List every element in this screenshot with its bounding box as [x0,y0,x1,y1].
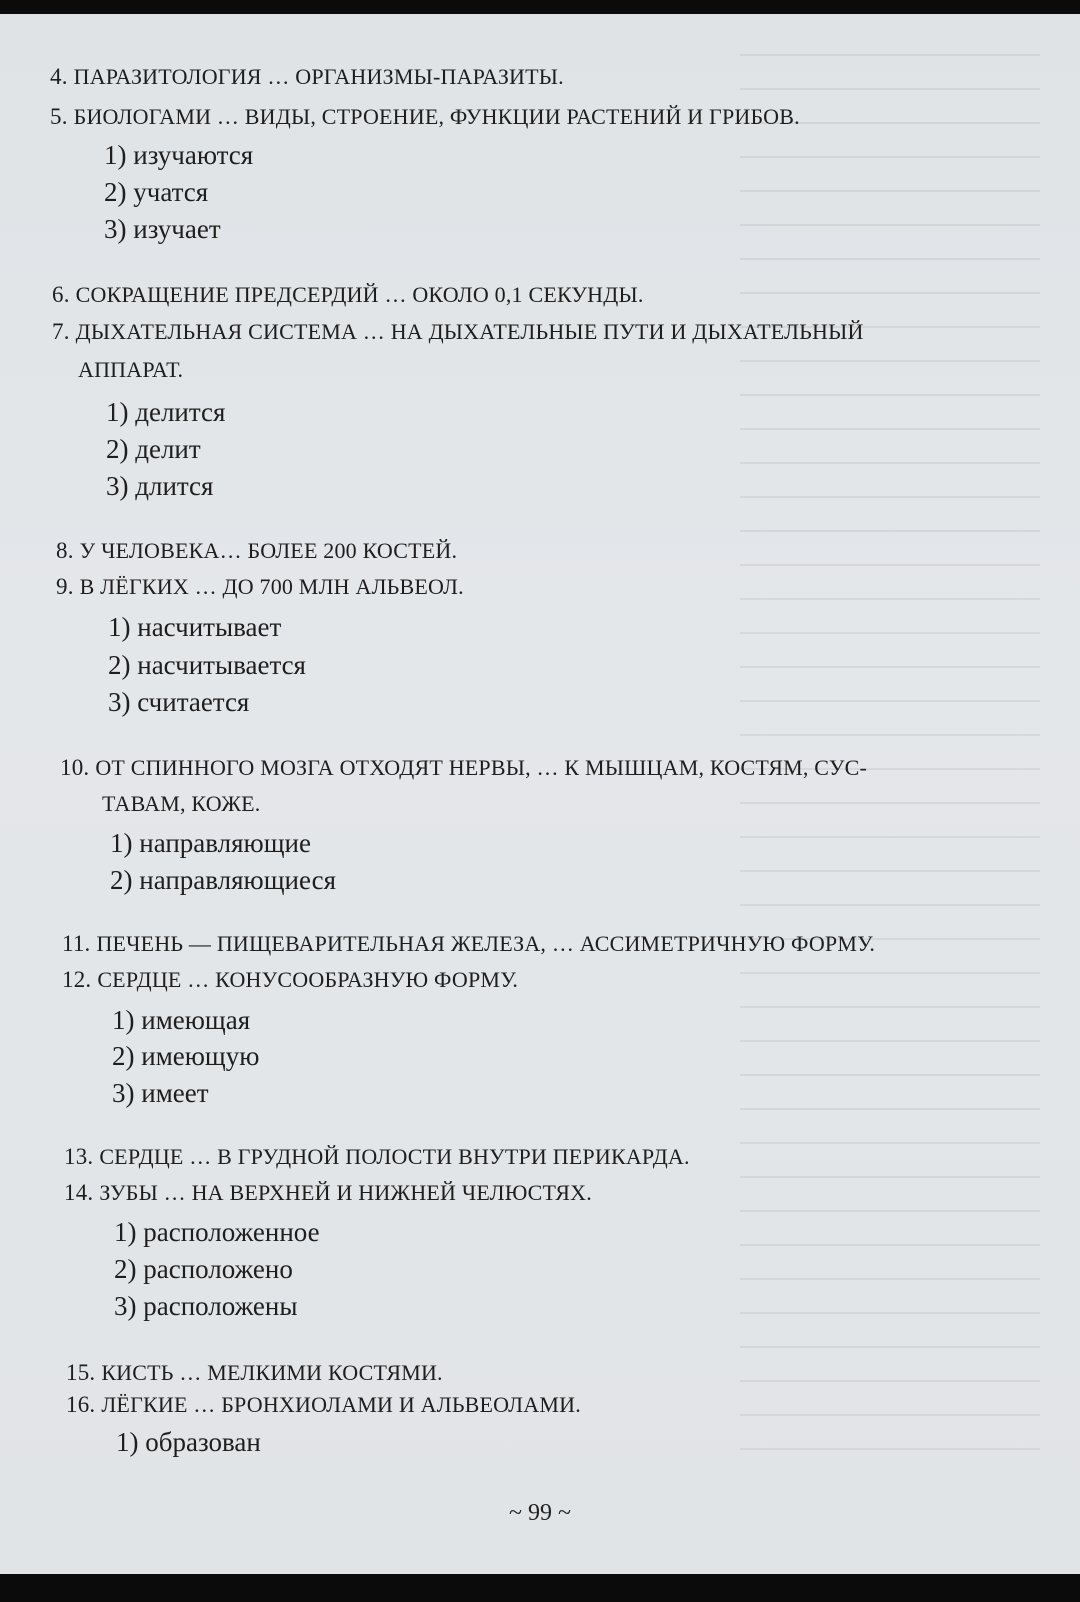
answer-option: 1) изучаются [104,140,254,170]
question-line [66,1392,581,1418]
question-text: ДЫХАТЕЛЬНАЯ СИСТЕМА … НА ДЫХАТЕЛЬНЫЕ ПУТИ И ДЫХАТЕЛЬНЫЙ [75,319,864,344]
question-text: У ЧЕЛОВЕКА… БОЛЕЕ 200 КОСТЕЙ. [79,538,458,563]
answer-option: 2) направляющиеся [110,865,337,895]
question-continuation [78,357,183,383]
question-text: СЕРДЦЕ … КОНУСООБРАЗНУЮ ФОРМУ. [97,967,519,992]
question-text-continued: ТАВАМ, КОЖЕ. [102,791,261,816]
answer-option: 1) насчитывает [108,612,282,642]
question-number: 6. [52,282,76,307]
question-text: ЛЁГКИЕ … БРОНХИОЛАМИ И АЛЬВЕОЛАМИ. [101,1392,581,1417]
question-number: 11. [62,931,97,956]
question-number: 8. [56,538,80,563]
question-number: 12. [62,967,98,992]
question-number: 9. [56,574,80,599]
question-line [64,1180,592,1206]
answer-option: 1) делится [106,397,226,427]
question-text: ПЕЧЕНЬ — ПИЩЕВАРИТЕЛЬНАЯ ЖЕЛЕЗА, … АССИМЕТРИЧНУЮ ФОРМУ. [96,931,876,956]
answer-option: 2) делит [106,434,201,464]
question-line [56,538,457,564]
answer-option: 3) расположены [114,1291,298,1321]
question-number: 5. [50,104,74,129]
answer-option: 2) учатся [104,177,209,207]
question-line [60,755,867,781]
question-line [52,282,644,308]
question-number: 7. [52,319,76,344]
question-line [50,64,564,90]
question-text: ЗУБЫ … НА ВЕРХНЕЙ И НИЖНЕЙ ЧЕЛЮСТЯХ. [99,1180,592,1205]
question-number: 14. [64,1180,100,1205]
question-number: 4. [50,64,74,89]
question-text: БИОЛОГАМИ … ВИДЫ, СТРОЕНИЕ, ФУНКЦИИ РАСТЕНИЙ И ГРИБОВ. [73,104,800,129]
question-text: ПАРАЗИТОЛОГИЯ … ОРГАНИЗМЫ-ПАРАЗИТЫ. [73,64,564,89]
question-text: КИСТЬ … МЕЛКИМИ КОСТЯМИ. [101,1360,443,1385]
answer-option: 2) насчитывается [108,650,306,680]
question-line [52,319,864,345]
question-line [50,104,800,130]
answer-option: 2) имеющую [112,1041,260,1071]
answer-option: 1) образован [116,1427,261,1457]
question-continuation [102,791,260,817]
question-line [66,1360,443,1386]
answer-option: 3) имеет [112,1078,209,1108]
question-text-continued: АППАРАТ. [78,357,184,382]
answer-option: 1) имеющая [112,1005,251,1035]
answer-option: 3) считается [108,687,250,717]
question-line [56,574,464,600]
question-line [62,931,875,957]
answer-option: 2) расположено [114,1254,293,1284]
answer-option: 3) изучает [104,214,221,244]
question-text: СЕРДЦЕ … В ГРУДНОЙ ПОЛОСТИ ВНУТРИ ПЕРИКАРДА. [99,1144,690,1169]
question-text: В ЛЁГКИХ … ДО 700 МЛН АЛЬВЕОЛ. [79,574,464,599]
question-line [62,967,518,993]
book-page [0,14,1080,1574]
answer-option: 1) расположенное [114,1217,320,1247]
question-line [64,1144,690,1170]
question-number: 15. [66,1360,102,1385]
page-number: ~ 99 ~ [509,1500,571,1526]
question-number: 16. [66,1392,102,1417]
question-number: 10. [60,755,96,780]
answer-option: 1) направляющие [110,828,311,858]
question-text: СОКРАЩЕНИЕ ПРЕДСЕРДИЙ … ОКОЛО 0,1 СЕКУНДЫ. [75,282,644,307]
page-content [0,14,1080,1574]
answer-option: 3) длится [106,471,214,501]
question-text: ОТ СПИННОГО МОЗГА ОТХОДЯТ НЕРВЫ, … К МЫШЦАМ, КОСТЯМ, СУС- [95,755,868,780]
question-number: 13. [64,1144,100,1169]
